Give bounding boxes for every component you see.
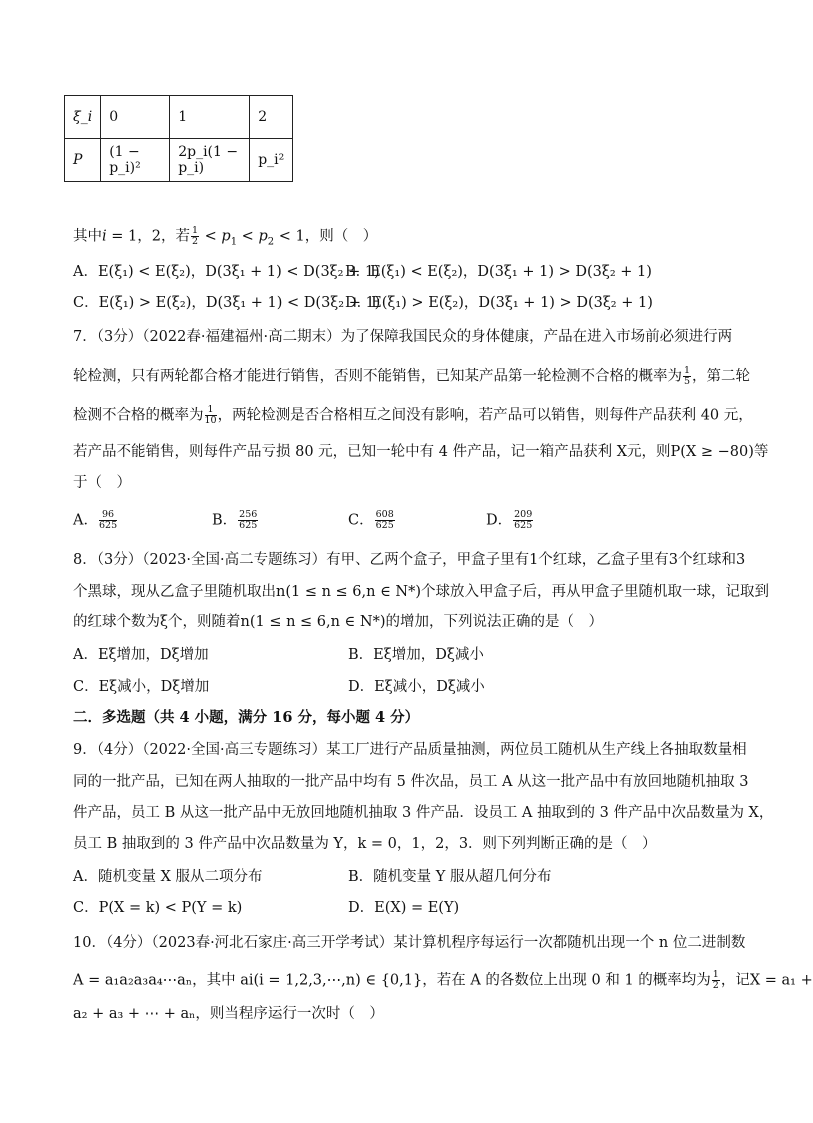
q9-line: 同的一批产品，已知在两人抽取的一批产品中均有 5 件次品，员工 A 从这一批产品中有放回地随机抽取 3 (73, 774, 749, 790)
q6-option-b: B．E(ξ₁) < E(ξ₂)，D(3ξ₁ + 1) > D(3ξ₂ + 1) (345, 264, 652, 280)
q7-line: 若产品不能销售，则每件产品亏损 80 元，已知一轮中有 4 件产品，记一箱产品获利 X元，则P(X ≥ −80)等 (73, 444, 769, 460)
table-cell: p_i² (250, 139, 293, 182)
table-cell: (1 − p_i)² (101, 139, 170, 182)
q10-line: A = a₁a₂a₃a₄⋯aₙ，其中 ai(i = 1,2,3,⋯,n) ∈ {0,1}，若在 A 的各数位上出现 0 和 1 的概率均为 $\frac{1}{2}$ ，记X = a₁ + (73, 969, 813, 991)
section-heading: 二．多选题（共 4 小题，满分 16 分，每小题 4 分） (73, 709, 420, 726)
q7-option-c: C． $\frac{608}{625}$ (348, 509, 394, 531)
q8-option-b: B．Eξ增加，Dξ减小 (348, 647, 484, 663)
fraction: $\frac{1}{10}$ (204, 404, 217, 426)
q8-option-a: A．Eξ增加，Dξ增加 (73, 647, 209, 663)
q9-line: 员工 B 抽取到的 3 件产品中次品数量为 Y，k = 0，1，2，3．则下列判断正确的是（ ） (73, 836, 657, 852)
table-cell: 2 (250, 96, 293, 139)
q8-option-d: D．Eξ减小，Dξ减小 (348, 679, 485, 695)
q8-line: 个黑球，现从乙盒子里随机取出n(1 ≤ n ≤ 6,n ∈ N*)个球放入甲盒子后，再从甲盒子里随机取一球，记取到 (73, 584, 770, 600)
q6-stem: 其中i = 1，2，若 $\frac{1}{2}$ < $p_1 < p_2 < 1$，则（ ） (73, 225, 378, 248)
q7-option-b: B． $\frac{256}{625}$ (212, 509, 258, 531)
fraction: $\frac{1}{2}$ (712, 969, 719, 991)
distribution-table (64, 95, 293, 182)
q6-option-a: A．E(ξ₁) < E(ξ₂)，D(3ξ₁ + 1) < D(3ξ₂ + 1) (73, 264, 380, 280)
table-cell: 0 (101, 96, 170, 139)
q8-option-c: C．Eξ减小，Dξ增加 (73, 679, 210, 695)
q7-line: 7．（3分）（2022春·福建福州·高二期末）为了保障我国民众的身体健康，产品在进入市场前必须进行两 (73, 329, 733, 345)
fraction: $\frac{1}{5}$ (684, 365, 691, 387)
table-cell: P (65, 139, 101, 182)
table-row (65, 96, 293, 139)
q9-line: 9．（4分）（2022·全国·高三专题练习）某工厂进行产品质量抽测，两位员工随机从生产线上各抽取数量相 (73, 742, 747, 758)
q8-line: 8．（3分）（2023·全国·高二专题练习）有甲、乙两个盒子，甲盒子里有1个红球，乙盒子里有3个红球和3 (73, 552, 746, 568)
q8-line: 的红球个数为ξ个，则随着n(1 ≤ n ≤ 6,n ∈ N*)的增加，下列说法正确的是（ ） (73, 614, 603, 630)
table-cell: 2p_i(1 − p_i) (170, 139, 250, 182)
table-cell: 1 (170, 96, 250, 139)
q7-option-a: A． $\frac{96}{625}$ (73, 509, 118, 531)
table-row (65, 139, 293, 182)
q6-option-d: D．E(ξ₁) > E(ξ₂)，D(3ξ₁ + 1) > D(3ξ₂ + 1) (345, 295, 653, 311)
q9-option-d: D．E(X) = E(Y) (348, 900, 460, 916)
q9-option-a: A．随机变量 X 服从二项分布 (73, 869, 263, 885)
q10-line: a₂ + a₃ + ⋯ + aₙ，则当程序运行一次时（ ） (73, 1006, 384, 1022)
q9-line: 件产品，员工 B 从这一批产品中无放回地随机抽取 3 件产品．设员工 A 抽取到的 3 件产品中次品数量为 X， (73, 805, 774, 821)
q7-line: 检测不合格的概率为 $\frac{1}{10}$ ，两轮检测是否合格相互之间没有影响，若产品可以销售，则每件产品获利 40 元， (73, 404, 753, 426)
q7-line: 于（ ） (73, 475, 131, 491)
table-cell: ξ_i (65, 96, 101, 139)
q7-line: 轮检测，只有两轮都合格才能进行销售，否则不能销售，已知某产品第一轮检测不合格的概率为 $\frac{1}{5}$ ，第二轮 (73, 365, 751, 387)
q9-option-c: C．P(X = k) < P(Y = k) (73, 900, 243, 916)
q9-option-b: B．随机变量 Y 服从超几何分布 (348, 869, 552, 885)
q7-option-d: D． $\frac{209}{625}$ (486, 509, 533, 531)
q6-option-c: C．E(ξ₁) > E(ξ₂)，D(3ξ₁ + 1) < D(3ξ₂ + 1) (73, 295, 381, 311)
q10-line: 10．（4分）（2023春·河北石家庄·高三开学考试）某计算机程序每运行一次都随机出现一个 n 位二进制数 (73, 935, 746, 951)
